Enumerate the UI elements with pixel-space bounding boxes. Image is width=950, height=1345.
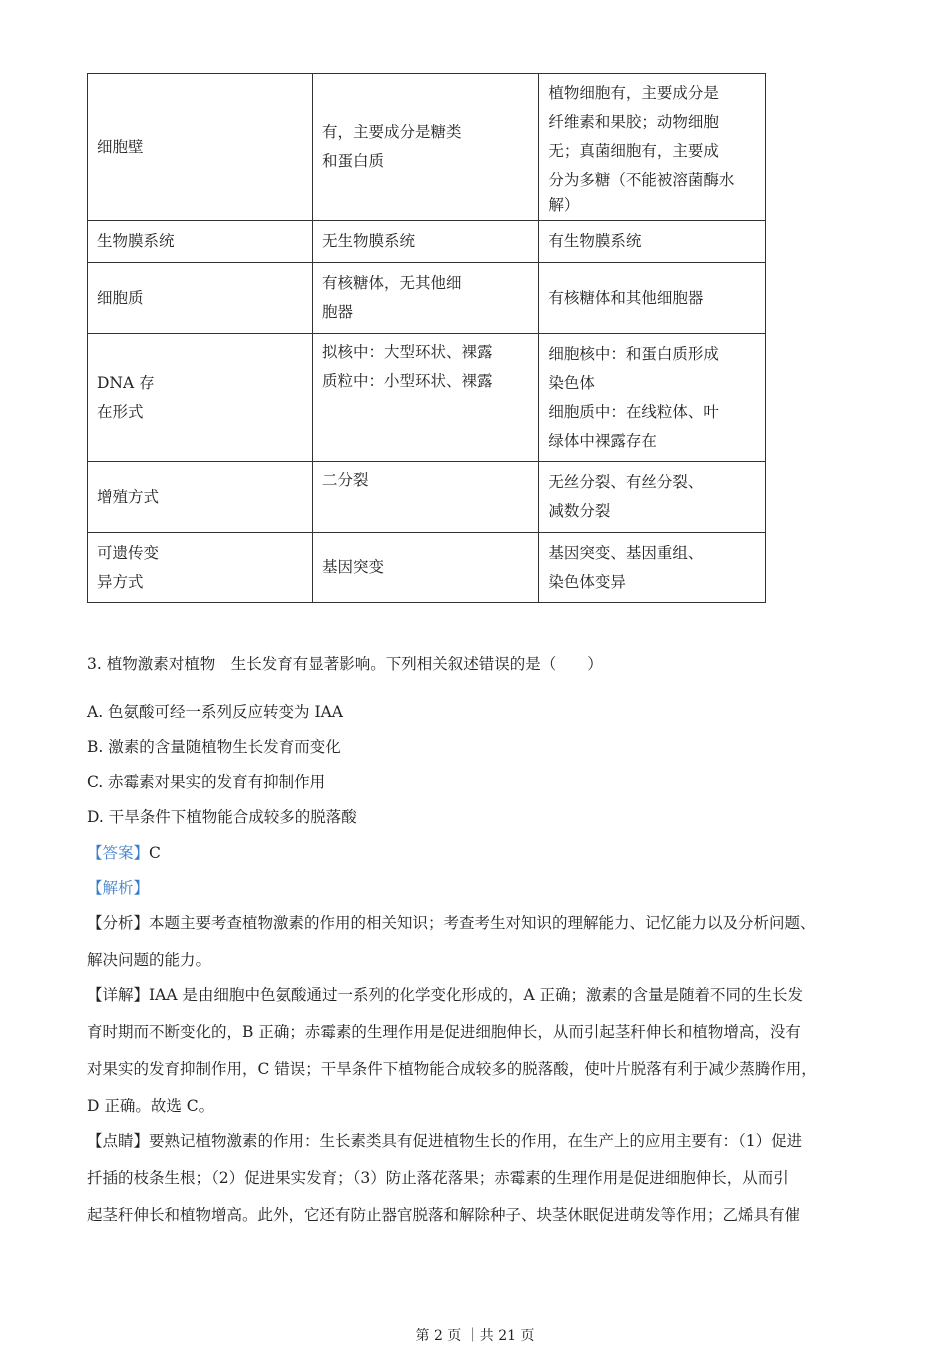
cell-text-line: 解） [548,196,580,214]
cell-text-line: 有核糖体和其他细胞器 [548,288,704,307]
cell-text-line: 有生物膜系统 [548,232,642,250]
table-cell [539,334,766,462]
explanation-line: 【点睛】要熟记植物激素的作用：生长素类具有促进植物生长的作用，在生产上的应用主要有：（1）促进 [87,1132,803,1150]
explanation-line: 【分析】本题主要考查植物激素的作用的相关知识；考查考生对知识的理解能力、记忆能力以及分析问题、 [87,914,816,932]
cell-text-line: 无丝分裂、有丝分裂、 [548,473,704,491]
cell-text-line: 基因突变 [321,558,384,576]
table-row [88,221,766,263]
table-cell [312,221,538,263]
table-cell [539,221,766,263]
table-cell [312,263,538,334]
cell-text-line: 和蛋白质 [321,152,384,170]
cell-comparison-table [87,73,766,603]
question-stem: 3. 植物激素对植物 生长发育有显著影响。下列相关叙述错误的是（ ） [87,655,603,673]
explanation-line: 对果实的发育抑制作用，C 错误；干旱条件下植物能合成较多的脱落酸，使叶片脱落有利于减少蒸腾作用， [87,1060,817,1078]
cell-text-line: 异方式 [97,572,144,591]
cell-text-line: 细胞质 [97,288,144,307]
table-cell [312,334,538,462]
cell-text-line: DNA 存 [97,373,155,392]
answer-line [87,841,161,863]
table-cell [312,533,538,603]
table-cell [539,462,766,533]
explanation-line: 起茎秆伸长和植物增高。此外，它还有防止器官脱落和解除种子、块茎休眠促进萌发等作用；乙烯具有催 [87,1206,801,1224]
explanation-line: 育时期而不断变化的，B 正确；赤霉素的生理作用是促进细胞伸长，从而引起茎秆伸长和植物增高，没有 [87,1023,801,1041]
cell-text-line: 生物膜系统 [97,232,175,250]
table-cell [88,263,313,334]
cell-text-line: 植物细胞有，主要成分是 [548,84,719,102]
cell-text-line: 增殖方式 [97,487,160,506]
cell-text-line: 可遗传变 [97,543,160,562]
cell-text-line: 质粒中：小型环状、裸露 [321,372,493,390]
cell-text-line: 有，主要成分是糖类 [321,123,462,141]
cell-text-line: 绿体中裸露存在 [548,431,657,450]
table-row [88,334,766,462]
analysis-label: 【解析】 [87,879,150,897]
explanation-line: 扦插的枝条生根；（2）促进果实发育；（3）防止落花落果；赤霉素的生理作用是促进细胞伸长，从而引 [87,1169,789,1187]
cell-text-line: 在形式 [97,402,144,421]
cell-text-line: 纤维素和果胶；动物细胞 [548,113,719,131]
option-d: D. 干旱条件下植物能合成较多的脱落酸 [87,808,357,826]
explanation-line: 解决问题的能力。 [87,951,212,969]
explanation-line: 【详解】IAA 是由细胞中色氨酸通过一系列的化学变化形成的，A 正确；激素的含量是随着不同的生长发 [87,986,804,1004]
explanation-line: D 正确。故选 C。 [87,1097,215,1115]
table-cell [539,533,766,603]
cell-text-line: 减数分裂 [548,502,611,520]
table-cell [88,74,313,221]
cell-text-line: 无；真菌细胞有，主要成 [548,142,719,160]
cell-text-line: 分为多糖（不能被溶菌酶水 [548,171,735,189]
table-cell [312,462,538,533]
cell-text-line: 染色体 [548,373,595,392]
table-row [88,462,766,533]
cell-text-line: 细胞壁 [97,137,144,156]
option-c: C. 赤霉素对果实的发育有抑制作用 [87,773,326,791]
table-row [88,263,766,334]
cell-text-line: 二分裂 [321,471,369,489]
cell-text-line: 有核糖体，无其他细 [321,274,462,292]
page-footer: 第 2 页 ｜共 21 页 [415,1328,535,1344]
table-cell [312,74,538,221]
table-cell [539,263,766,334]
table-row [88,74,766,221]
cell-text-line: 细胞质中：在线粒体、叶 [548,402,719,421]
option-a: A. 色氨酸可经一系列反应转变为 IAA [87,703,343,721]
table-row [88,533,766,603]
cell-text-line: 细胞核中：和蛋白质形成 [548,344,719,363]
table-cell [88,462,313,533]
table-cell [539,74,766,221]
table-cell [88,221,313,263]
cell-text-line: 拟核中：大型环状、裸露 [321,343,493,361]
cell-text-line: 基因突变、基因重组、 [548,543,704,562]
option-b: B. 激素的含量随植物生长发育而变化 [87,738,341,756]
answer-label: 【答案】 [87,844,150,862]
answer-value: C [149,844,161,862]
cell-text-line: 胞器 [321,303,353,321]
table-cell [88,533,313,603]
table-cell [88,334,313,462]
cell-text-line: 染色体变异 [548,572,626,591]
cell-text-line: 无生物膜系统 [321,232,415,250]
